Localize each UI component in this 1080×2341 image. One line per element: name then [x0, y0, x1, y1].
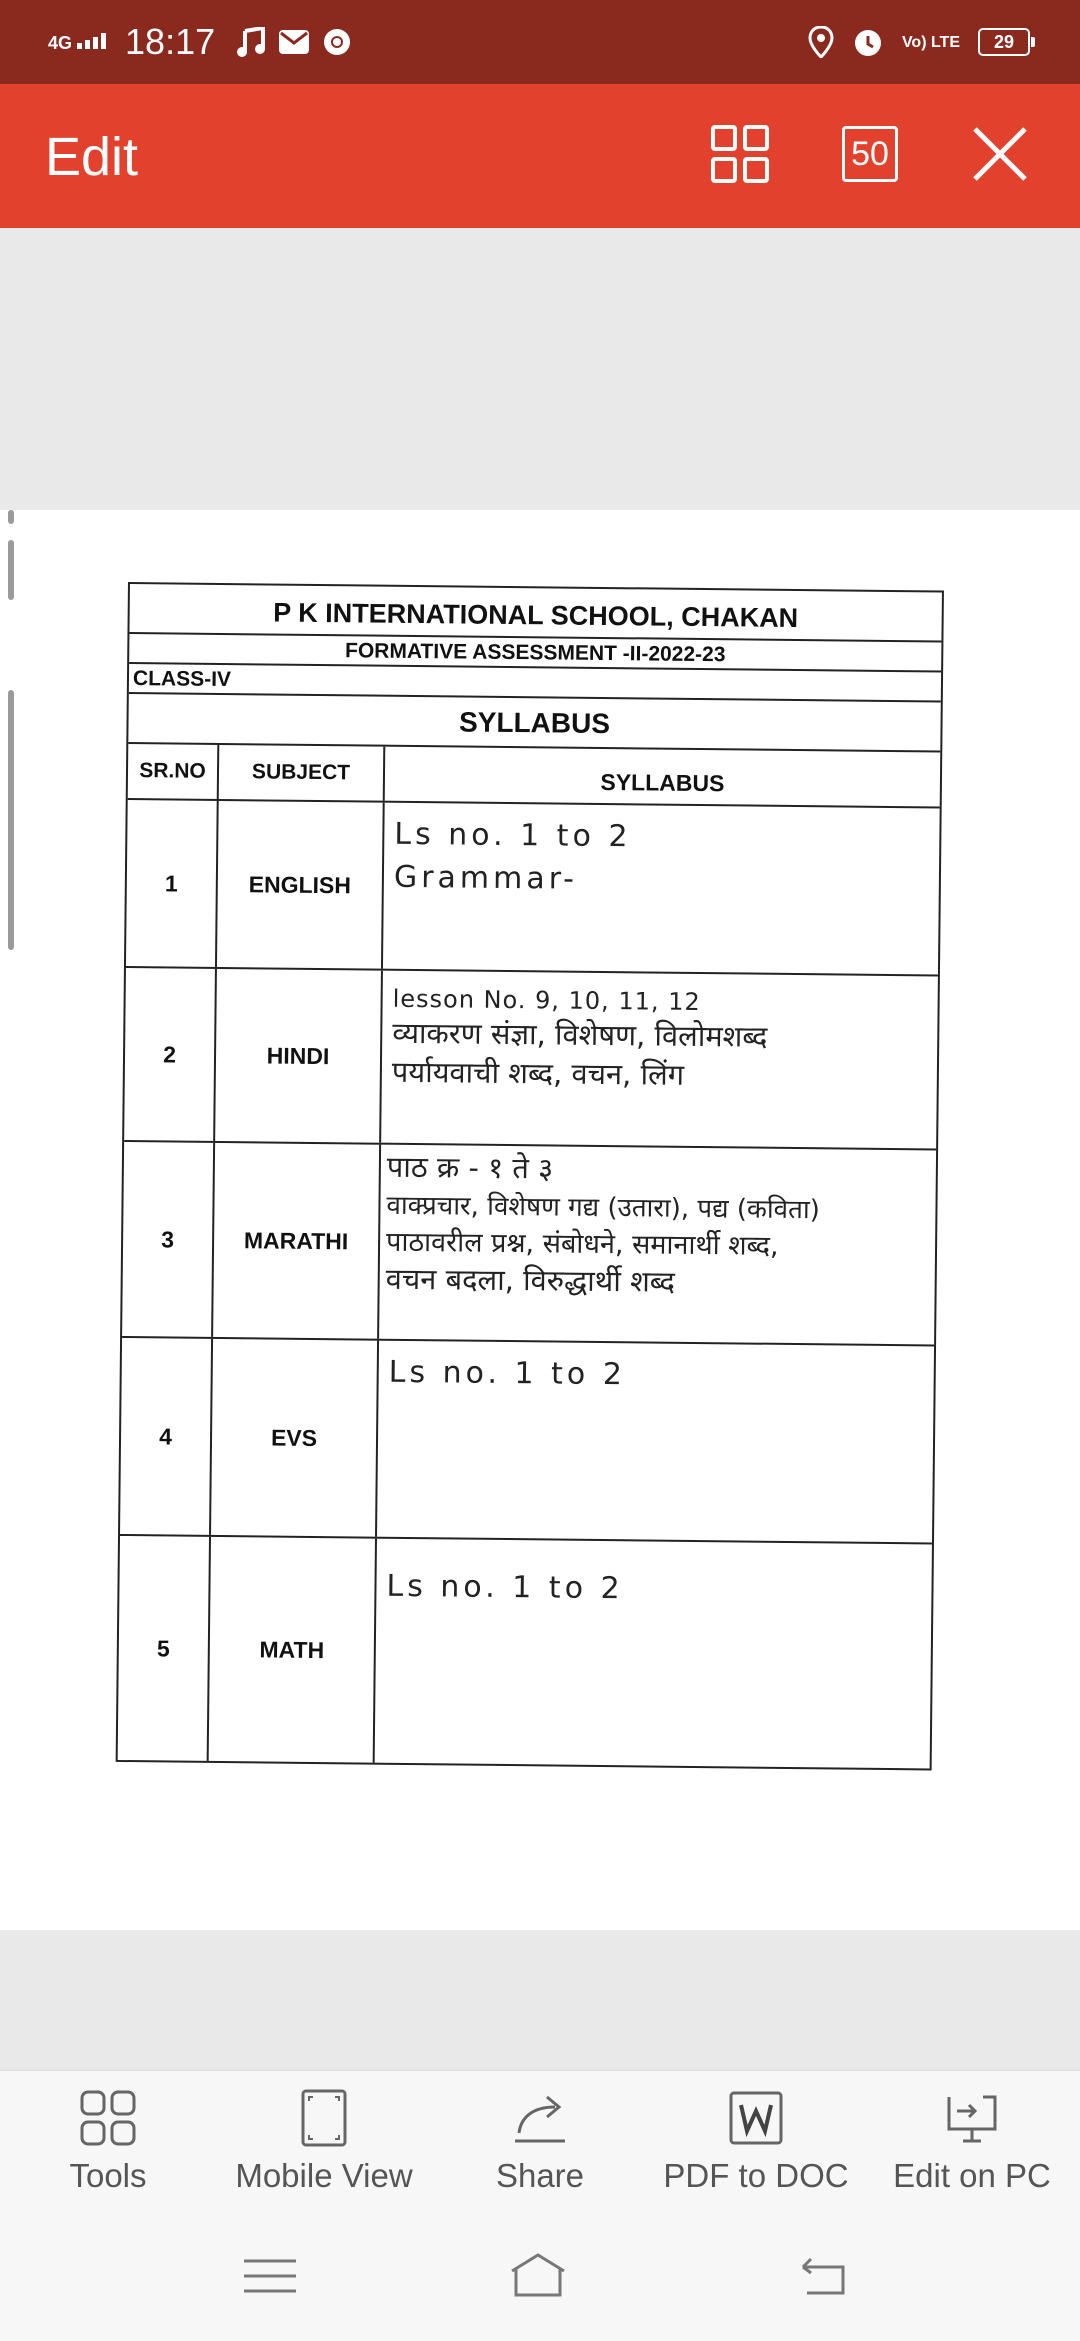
syllabus-heading: SYLLABUS — [128, 694, 940, 753]
sr-number: 2 — [124, 968, 217, 1141]
school-name: P K INTERNATIONAL SCHOOL, CHAKAN — [129, 584, 941, 643]
network-label: 4G — [48, 32, 73, 53]
close-icon[interactable] — [968, 122, 1032, 186]
document-viewer[interactable] — [0, 228, 1080, 2070]
table-row — [120, 1338, 934, 1544]
app-bar — [0, 84, 1080, 228]
table-row — [122, 1142, 936, 1346]
subject-name: ENGLISH — [217, 801, 385, 969]
pdf-to-doc-label: PDF to DOC — [663, 2157, 849, 2194]
music-icon — [237, 27, 265, 57]
sr-number: 4 — [120, 1338, 213, 1535]
chrome-icon — [323, 28, 351, 56]
subject-name: MARATHI — [213, 1143, 381, 1339]
syllabus-cell — [375, 1539, 932, 1769]
share-icon — [511, 2089, 569, 2147]
syllabus-line: Ls no. 1 to 2 — [388, 1354, 627, 1393]
syllabus-line: Grammar- — [393, 859, 579, 897]
syllabus-cell — [379, 1145, 936, 1345]
tools-icon — [79, 2089, 137, 2147]
mobile-view-label: Mobile View — [235, 2157, 413, 2194]
home-icon[interactable] — [508, 2251, 568, 2301]
mobile-view-icon — [295, 2089, 353, 2147]
binder-mark — [8, 510, 14, 524]
syllabus-line: व्याकरण संज्ञा, विशेषण, विलोमशब्द — [392, 1015, 768, 1054]
signal-icon — [77, 33, 111, 49]
system-nav-bar — [0, 2231, 1080, 2321]
syllabus-line: पाठ क्र - १ ते ३ — [386, 1149, 554, 1186]
syllabus-cell — [383, 803, 940, 975]
pdf-to-doc-icon — [727, 2089, 785, 2147]
syllabus-line: Ls no. 1 to 2 — [386, 1568, 624, 1607]
location-icon — [808, 26, 834, 58]
table-header — [128, 744, 941, 809]
edit-on-pc-icon — [943, 2089, 1001, 2147]
mobile-view-button[interactable] — [216, 2089, 432, 2195]
col-header-syllabus: SYLLABUS — [600, 768, 725, 797]
network-indicator — [48, 33, 111, 52]
binder-mark — [8, 540, 14, 600]
syllabus-cell — [381, 971, 938, 1149]
col-header-subject: SUBJECT — [219, 745, 386, 801]
edit-on-pc-label: Edit on PC — [893, 2157, 1051, 2194]
share-label: Share — [495, 2157, 585, 2194]
mail-icon — [279, 30, 309, 54]
subject-name: MATH — [209, 1537, 377, 1763]
page-title[interactable]: Edit — [45, 127, 139, 187]
tools-button[interactable] — [0, 2089, 216, 2195]
syllabus-line: lesson No. 9, 10, 11, 12 — [392, 984, 701, 1017]
table-row — [124, 968, 938, 1150]
tools-label: Tools — [69, 2157, 147, 2194]
sr-number: 3 — [122, 1142, 215, 1337]
back-icon[interactable] — [795, 2251, 855, 2301]
class-label: CLASS-IV — [129, 664, 941, 703]
binder-mark — [8, 690, 14, 950]
col-header-srno: SR.NO — [128, 744, 220, 799]
page-count-button[interactable] — [838, 122, 902, 186]
syllabus-line: Ls no. 1 to 2 — [394, 816, 632, 855]
share-button[interactable] — [432, 2089, 648, 2195]
alarm-icon — [852, 26, 884, 58]
sr-number: 1 — [126, 800, 219, 967]
bottom-toolbar — [0, 2070, 1080, 2341]
sr-number: 5 — [118, 1536, 211, 1761]
assessment-title: FORMATIVE ASSESSMENT -II-2022-23 — [129, 634, 941, 673]
table-row — [118, 1536, 932, 1768]
syllabus-sheet — [116, 582, 944, 1770]
pdf-page[interactable] — [0, 510, 1080, 1930]
volte-indicator: Vo) LTE — [901, 33, 960, 51]
syllabus-cell — [377, 1341, 934, 1543]
syllabus-line: पाठावरील प्रश्न, संबोधने, समानार्थी शब्द, — [385, 1226, 779, 1262]
syllabus-line: वाक्प्रचार, विशेषण गद्य (उतारा), पद्य (कविता) — [386, 1190, 820, 1226]
grid-view-icon[interactable] — [708, 122, 772, 186]
syllabus-line: पर्यायवाची शब्द, वचन, लिंग — [391, 1054, 685, 1092]
pdf-to-doc-button[interactable] — [648, 2089, 864, 2195]
menu-icon[interactable] — [240, 2251, 300, 2301]
subject-name: HINDI — [215, 969, 383, 1143]
table-row — [126, 800, 940, 976]
edit-on-pc-button[interactable] — [864, 2089, 1080, 2195]
page-count-icon: 50 — [842, 126, 898, 182]
clock: 18:17 — [125, 21, 216, 62]
status-bar — [0, 0, 1080, 84]
subject-name: EVS — [211, 1339, 379, 1537]
syllabus-line: वचन बदला, विरुद्धार्थी शब्द — [385, 1261, 676, 1299]
battery-indicator: 29 — [978, 28, 1030, 56]
